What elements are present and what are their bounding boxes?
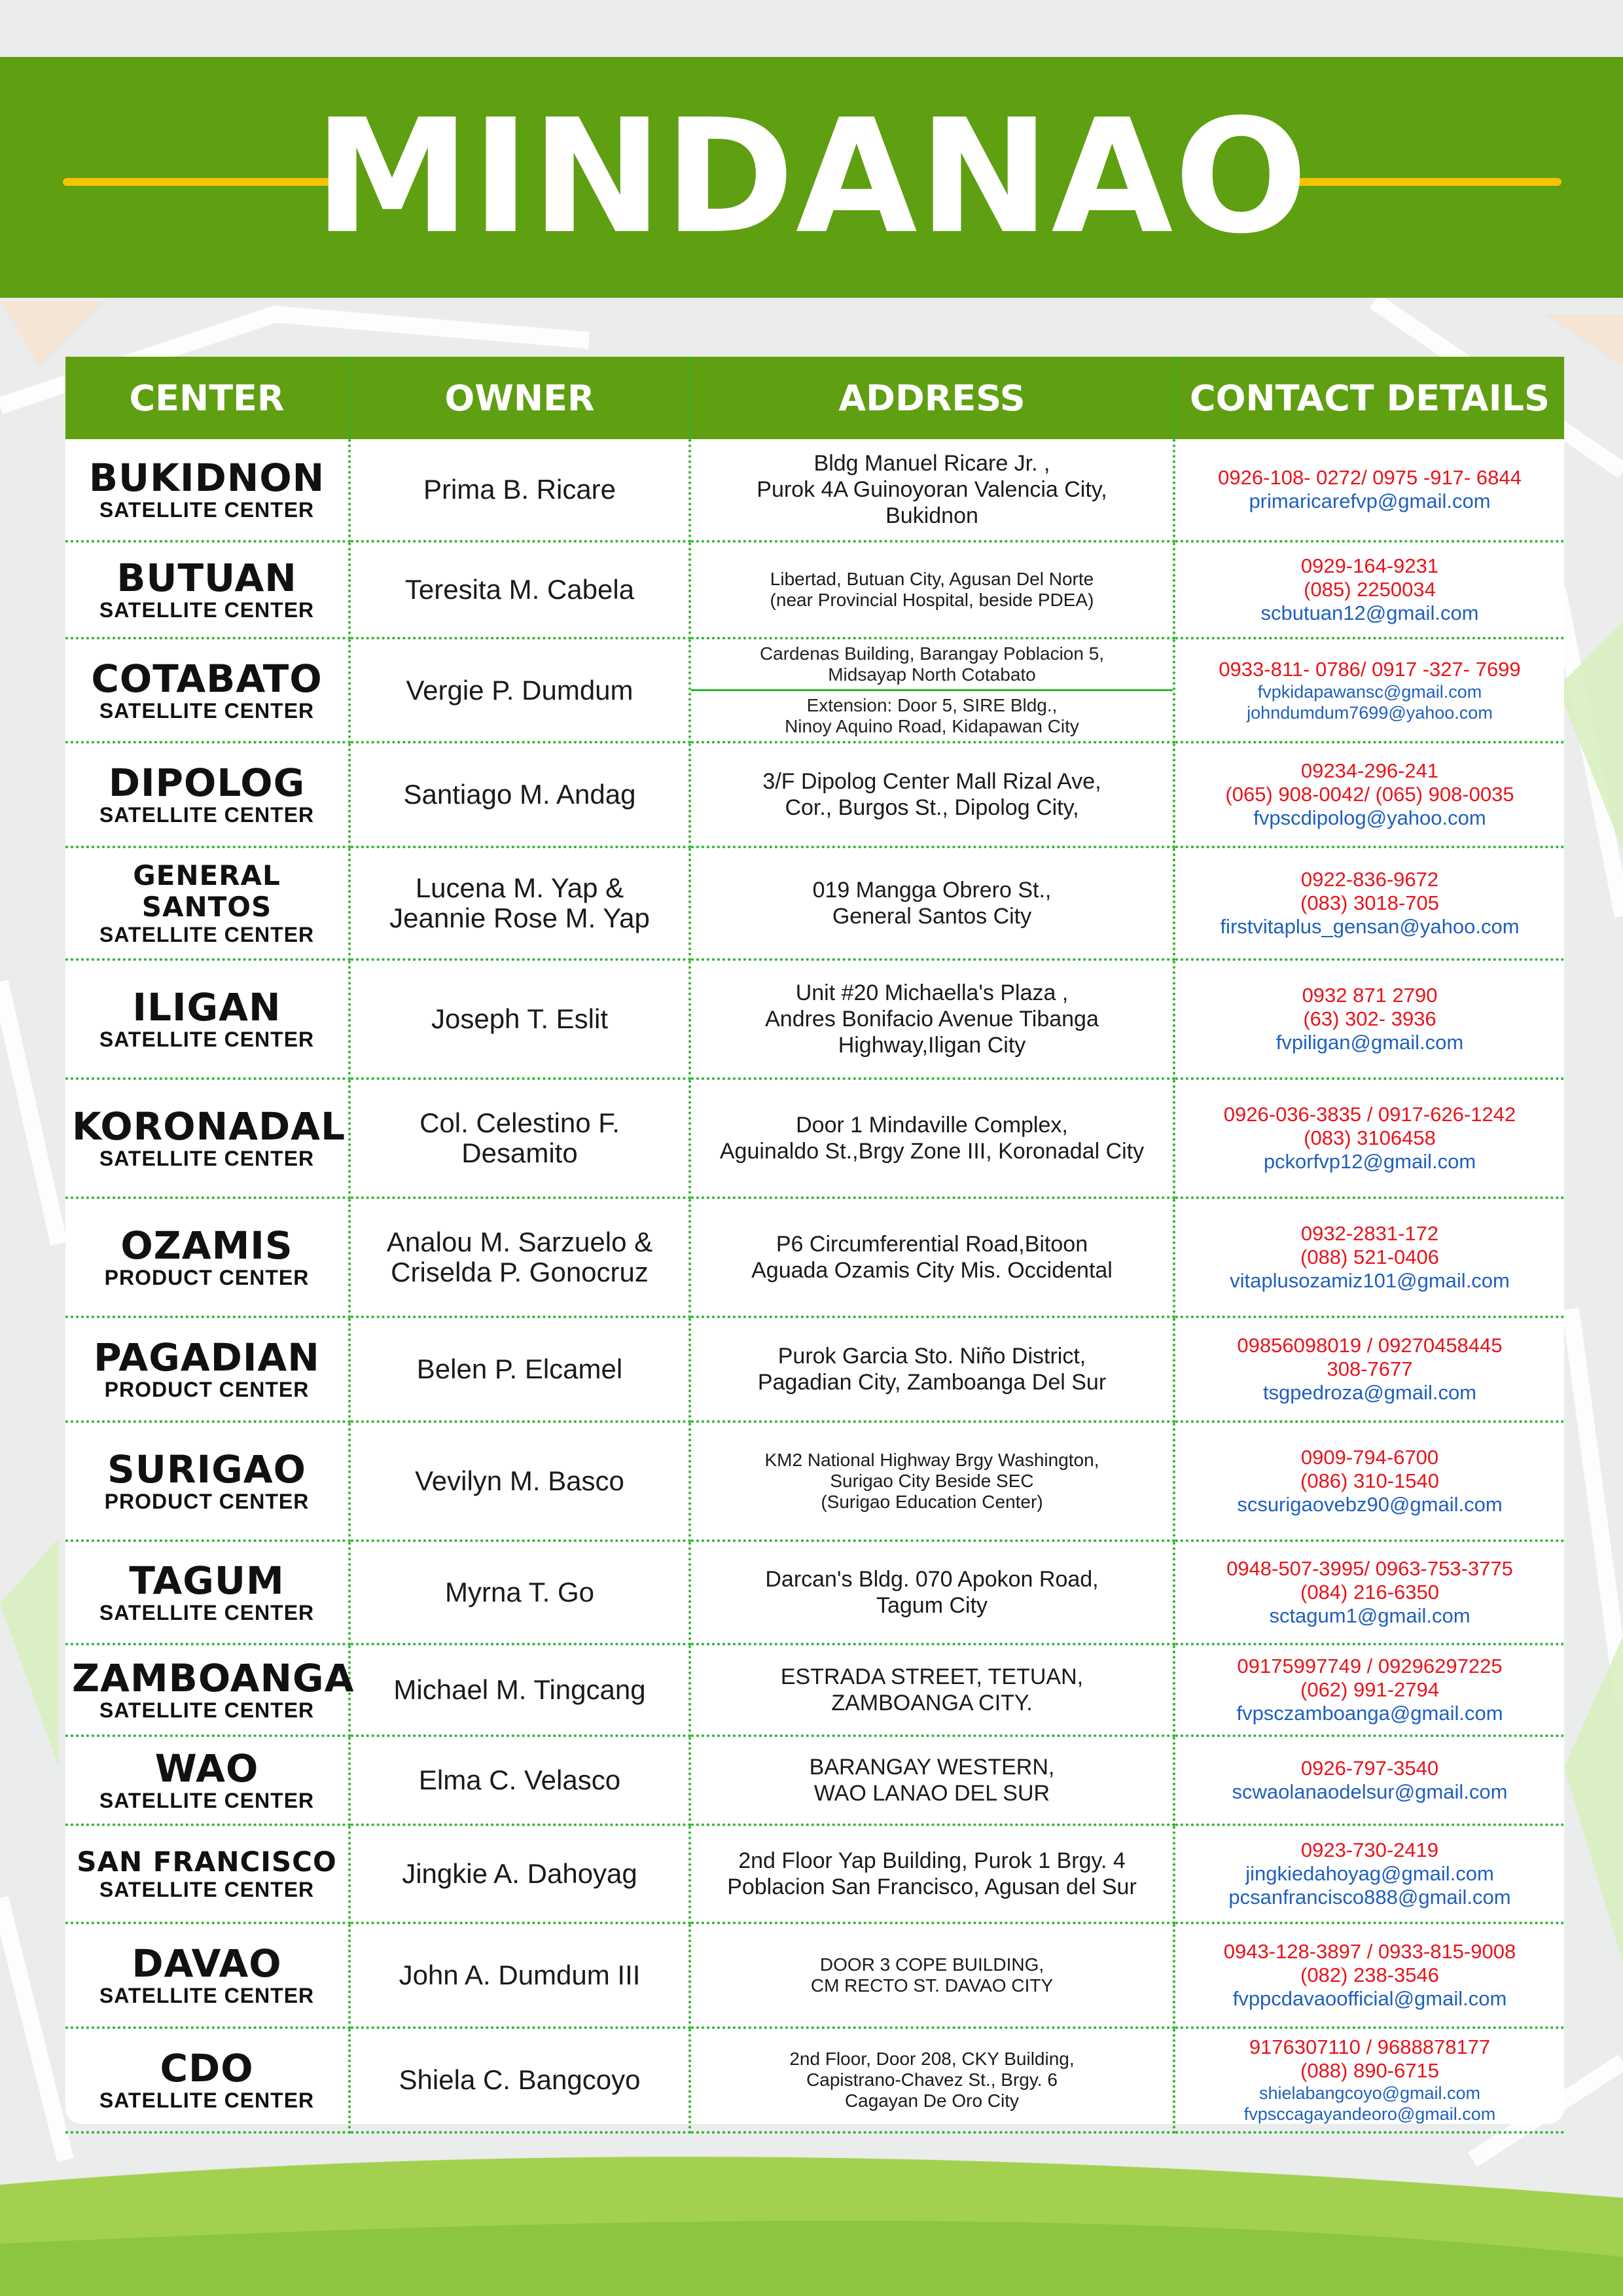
table-row	[65, 960, 1564, 1079]
owner-name: Belen P. Elcamel	[416, 1354, 623, 1384]
address-line: ESTRADA STREET, TETUAN,	[780, 1664, 1084, 1689]
center-name: ZAMBOANGA	[72, 1656, 355, 1700]
center-name: GENERAL SANTOS	[133, 859, 281, 923]
phone-number: (083) 3018-705	[1300, 891, 1439, 914]
contact-cell	[1174, 541, 1564, 638]
email-address[interactable]: fvpsccagayandeoro@gmail.com	[1243, 2104, 1496, 2124]
center-cell	[65, 960, 349, 1079]
address-line: Bukidnon	[885, 503, 978, 528]
owner-name: Myrna T. Go	[445, 1577, 594, 1607]
table-row	[65, 1079, 1564, 1198]
phone-number: 09856098019 / 09270458445	[1237, 1334, 1503, 1357]
address-line: Pagadian City, Zamboanga Del Sur	[757, 1370, 1107, 1395]
center-type: PRODUCT CENTER	[104, 1490, 310, 1513]
owner-name: Criselda P. Gonocruz	[391, 1257, 649, 1287]
center-cell	[65, 1736, 349, 1825]
phone-number: 09175997749 / 09296297225	[1237, 1655, 1503, 1677]
email-address[interactable]: fvpiligan@gmail.com	[1275, 1031, 1464, 1054]
center-name: DAVAO	[132, 1941, 282, 1986]
phone-number: 0926-108- 0272/ 0975 -917- 6844	[1218, 466, 1522, 489]
owner-name: Santiago M. Andag	[403, 779, 636, 810]
address-line: Extension: Door 5, SIRE Bldg.,	[806, 695, 1058, 715]
address-cell	[690, 439, 1174, 541]
phone-number: 0926-036-3835 / 0917-626-1242	[1223, 1103, 1516, 1126]
owner-cell	[349, 1422, 690, 1541]
center-name: TAGUM	[129, 1558, 285, 1603]
center-name: WAO	[154, 1746, 259, 1791]
address-line: Ninoy Aquino Road, Kidapawan City	[785, 716, 1079, 736]
contact-cell	[1174, 1541, 1564, 1644]
center-name: BUKIDNON	[88, 456, 325, 500]
center-type: SATELLITE CENTER	[99, 1698, 315, 1722]
center-cell	[65, 1317, 349, 1422]
address-line: Poblacion San Francisco, Agusan del Sur	[727, 1874, 1137, 1899]
phone-number: (082) 238-3546	[1300, 1964, 1439, 1986]
address-cell	[690, 1825, 1174, 1923]
table-row	[65, 1736, 1564, 1825]
center-cell	[65, 1541, 349, 1644]
center-type: SATELLITE CENTER	[99, 1878, 315, 1901]
owner-cell	[349, 541, 690, 638]
phone-number: 0929-164-9231	[1300, 554, 1439, 577]
address-line: Unit #20 Michaella's Plaza ,	[795, 980, 1069, 1005]
column-header-contact: CONTACT DETAILS	[1174, 357, 1564, 439]
phone-number: (084) 216-6350	[1300, 1581, 1439, 1604]
table-row	[65, 439, 1564, 541]
phone-number: (088) 521-0406	[1300, 1246, 1439, 1268]
phone-number: 0909-794-6700	[1300, 1446, 1439, 1469]
email-address[interactable]: fvpkidapawansc@gmail.com	[1257, 681, 1482, 702]
email-address[interactable]: fvppcdavaoofficial@gmail.com	[1232, 1987, 1507, 2010]
table-row	[65, 1825, 1564, 1923]
email-address[interactable]: tsgpedroza@gmail.com	[1262, 1381, 1477, 1404]
address-line: 019 Mangga Obrero St.,	[812, 878, 1052, 903]
center-name: BUTUAN	[116, 556, 297, 600]
phone-number: 0923-730-2419	[1300, 1839, 1439, 1861]
center-name: DIPOLOG	[108, 761, 306, 805]
phone-number: 0926-797-3540	[1300, 1757, 1439, 1780]
email-address[interactable]: scbutuan12@gmail.com	[1260, 601, 1479, 624]
address-cell	[690, 541, 1174, 638]
address-extension	[691, 691, 1173, 741]
center-cell	[65, 1079, 349, 1198]
address-line: 3/F Dipolog Center Mall Rizal Ave,	[762, 769, 1101, 794]
center-type: PRODUCT CENTER	[104, 1266, 310, 1289]
table-row	[65, 541, 1564, 638]
address-line: Purok Garcia Sto. Niño District,	[777, 1344, 1086, 1369]
center-name: SAN FRANCISCO	[77, 1846, 337, 1878]
address-line: Highway,Iligan City	[838, 1033, 1026, 1058]
address-cell	[690, 847, 1174, 960]
owner-name: Jeannie Rose M. Yap	[389, 903, 650, 933]
email-address[interactable]: sctagum1@gmail.com	[1269, 1604, 1471, 1627]
email-address[interactable]: fvpscdipolog@yahoo.com	[1253, 806, 1486, 829]
contact-cell	[1174, 1317, 1564, 1422]
table-row	[65, 638, 1564, 742]
address-cell	[690, 742, 1174, 847]
owner-name: Vergie P. Dumdum	[406, 674, 633, 706]
table-row	[65, 1644, 1564, 1736]
owner-cell	[349, 1736, 690, 1825]
center-type: SATELLITE CENTER	[99, 923, 315, 946]
address-cell	[690, 1644, 1174, 1736]
contact-cell	[1174, 1644, 1564, 1736]
center-cell	[65, 742, 349, 847]
address-cell	[690, 638, 1174, 742]
address-line: Surigao City Beside SEC	[830, 1471, 1034, 1491]
phone-number: 0943-128-3897 / 0933-815-9008	[1223, 1940, 1516, 1963]
owner-cell	[349, 1317, 690, 1422]
email-address[interactable]: vitaplusozamiz101@gmail.com	[1230, 1269, 1510, 1292]
table-row	[65, 1422, 1564, 1541]
phone-number: 0932-2831-172	[1300, 1222, 1439, 1245]
owner-name: Shiela C. Bangcoyo	[399, 2064, 641, 2095]
address-line: 2nd Floor, Door 208, CKY Building,	[789, 2049, 1075, 2069]
contact-cell	[1174, 847, 1564, 960]
center-type: SATELLITE CENTER	[99, 1984, 315, 2007]
email-address[interactable]: pckorfvp12@gmail.com	[1263, 1150, 1476, 1173]
email-address[interactable]: scwaolanaodelsur@gmail.com	[1232, 1780, 1508, 1803]
address-line: Bldg Manuel Ricare Jr. ,	[813, 451, 1050, 476]
address-line: Door 1 Mindaville Complex,	[796, 1113, 1068, 1138]
phone-number: 0932 871 2790	[1302, 984, 1438, 1007]
center-name: KORONADAL	[72, 1104, 346, 1149]
address-line: Cor., Burgos St., Dipolog City,	[785, 795, 1079, 820]
contact-cell	[1174, 2028, 1564, 2132]
table-header-row	[65, 357, 1564, 439]
address-main	[691, 639, 1173, 691]
owner-cell	[349, 1644, 690, 1736]
center-cell	[65, 1198, 349, 1317]
address-line: Purok 4A Guinoyoran Valencia City,	[757, 477, 1107, 502]
center-cell	[65, 638, 349, 742]
address-cell	[690, 1079, 1174, 1198]
address-line: CM RECTO ST. DAVAO CITY	[810, 1975, 1054, 1996]
address-line: P6 Circumferential Road,Bitoon	[776, 1232, 1088, 1257]
table-row	[65, 742, 1564, 847]
owner-cell	[349, 439, 690, 541]
email-address[interactable]: shielabangcoyo@gmail.com	[1258, 2083, 1481, 2103]
email-address[interactable]: firstvitaplus_gensan@yahoo.com	[1220, 915, 1520, 938]
owner-name: Lucena M. Yap &	[415, 872, 624, 903]
address-line: Capistrano-Chavez St., Brgy. 6	[806, 2070, 1058, 2090]
owner-cell	[349, 2028, 690, 2132]
phone-number: 0922-836-9672	[1300, 868, 1439, 891]
address-line: DOOR 3 COPE BUILDING,	[819, 1954, 1044, 1975]
center-type: SATELLITE CENTER	[99, 803, 315, 827]
phone-number: 09234-296-241	[1300, 759, 1439, 782]
email-address[interactable]: johndumdum7699@yahoo.com	[1247, 702, 1493, 723]
phone-number: 0933-811- 0786/ 0917 -327- 7699	[1219, 657, 1521, 681]
address-line: Midsayap North Cotabato	[828, 664, 1036, 685]
contact-cell	[1174, 638, 1564, 742]
address-line: ZAMBOANGA CITY.	[831, 1691, 1033, 1715]
table-row	[65, 1541, 1564, 1644]
address-line: Aguinaldo St.,Brgy Zone III, Koronadal City	[719, 1139, 1145, 1164]
email-address[interactable]: pcsanfrancisco888@gmail.com	[1228, 1886, 1511, 1909]
column-header-address: ADDRESS	[690, 357, 1174, 439]
center-type: SATELLITE CENTER	[99, 2089, 315, 2112]
owner-cell	[349, 638, 690, 742]
owner-cell	[349, 1079, 690, 1198]
owner-name: Col. Celestino F.	[419, 1107, 620, 1138]
address-line: General Santos City	[832, 904, 1032, 929]
table-row	[65, 1198, 1564, 1317]
address-cell	[690, 2028, 1174, 2132]
center-type: SATELLITE CENTER	[99, 498, 315, 522]
center-cell	[65, 1825, 349, 1923]
owner-cell	[349, 742, 690, 847]
column-header-owner: OWNER	[349, 357, 690, 439]
contact-cell	[1174, 1825, 1564, 1923]
footer-wave	[0, 2145, 1623, 2296]
center-type: SATELLITE CENTER	[99, 598, 315, 622]
center-cell	[65, 1422, 349, 1541]
address-line: Tagum City	[876, 1593, 988, 1618]
phone-number: (088) 890-6715	[1300, 2059, 1439, 2082]
address-cell	[690, 1923, 1174, 2028]
address-cell	[690, 1736, 1174, 1825]
owner-cell	[349, 847, 690, 960]
address-cell	[690, 1422, 1174, 1541]
owner-name: Teresita M. Cabela	[404, 574, 635, 605]
table-row	[65, 1923, 1564, 2028]
phone-number: (083) 3106458	[1304, 1126, 1436, 1149]
contact-cell	[1174, 1736, 1564, 1825]
address-line: (near Provincial Hospital, beside PDEA)	[770, 590, 1094, 610]
address-line: Darcan's Bldg. 070 Apokon Road,	[765, 1567, 1099, 1592]
contact-cell	[1174, 1198, 1564, 1317]
center-type: SATELLITE CENTER	[99, 698, 315, 723]
phone-number: (065) 908-0042/ (065) 908-0035	[1225, 783, 1514, 806]
contact-cell	[1174, 1422, 1564, 1541]
phone-number: 308-7677	[1327, 1357, 1413, 1380]
center-name: OZAMIS	[120, 1223, 293, 1268]
contact-cell	[1174, 439, 1564, 541]
owner-name: Desamito	[461, 1138, 578, 1168]
owner-name: Prima B. Ricare	[423, 474, 616, 505]
phone-number: (085) 2250034	[1304, 578, 1436, 601]
address-cell	[690, 960, 1174, 1079]
owner-name: Joseph T. Eslit	[431, 1003, 609, 1034]
address-line: Libertad, Butuan City, Agusan Del Norte	[770, 569, 1094, 589]
center-directory-table	[65, 357, 1564, 2134]
address-line: WAO LANAO DEL SUR	[813, 1781, 1050, 1806]
phone-number: (63) 302- 3936	[1303, 1007, 1436, 1030]
center-cell	[65, 541, 349, 638]
phone-number: 9176307110 / 9688878177	[1249, 2036, 1491, 2058]
owner-cell	[349, 1825, 690, 1923]
address-cell	[690, 1317, 1174, 1422]
address-line: BARANGAY WESTERN,	[809, 1755, 1055, 1780]
center-cell	[65, 847, 349, 960]
address-line: (Surigao Education Center)	[821, 1492, 1043, 1512]
address-line: Andres Bonifacio Avenue Tibanga	[765, 1007, 1099, 1031]
owner-cell	[349, 1198, 690, 1317]
center-cell	[65, 1644, 355, 1736]
table-row	[65, 1317, 1564, 1422]
owner-name: Elma C. Velasco	[418, 1765, 621, 1795]
center-cell	[65, 1923, 349, 2028]
center-name: ILIGAN	[132, 985, 281, 1030]
page-title: MINDANAO	[313, 85, 1310, 268]
email-address[interactable]: fvpsczamboanga@gmail.com	[1236, 1702, 1503, 1725]
contact-cell	[1174, 742, 1564, 847]
owner-name: Analou M. Sarzuelo &	[386, 1227, 653, 1257]
contact-cell	[1174, 960, 1564, 1079]
phone-number: 0948-507-3995/ 0963-753-3775	[1226, 1557, 1513, 1580]
center-name: CDO	[160, 2046, 254, 2090]
center-type: PRODUCT CENTER	[104, 1378, 310, 1401]
phone-number: (086) 310-1540	[1300, 1469, 1439, 1492]
owner-name: Jingkie A. Dahoyag	[402, 1858, 637, 1889]
address-cell	[690, 1541, 1174, 1644]
email-address[interactable]: jingkiedahoyag@gmail.com	[1245, 1862, 1494, 1885]
center-cell	[65, 2028, 349, 2132]
owner-cell	[349, 1923, 690, 2028]
address-line: 2nd Floor Yap Building, Purok 1 Brgy. 4	[738, 1848, 1126, 1873]
email-address[interactable]: scsurigaovebz90@gmail.com	[1237, 1493, 1503, 1516]
contact-cell	[1174, 1079, 1564, 1198]
table-row	[65, 2028, 1564, 2132]
email-address[interactable]: primaricarefvp@gmail.com	[1249, 490, 1491, 512]
address-line: Cardenas Building, Barangay Poblacion 5,	[759, 643, 1105, 664]
column-header-center: CENTER	[65, 357, 349, 439]
owner-name: Michael M. Tingcang	[393, 1674, 646, 1705]
center-type: SATELLITE CENTER	[99, 1147, 315, 1170]
center-cell	[65, 439, 349, 541]
center-name: SURIGAO	[107, 1447, 306, 1492]
address-cell	[690, 1198, 1174, 1317]
phone-number: (062) 991-2794	[1300, 1678, 1439, 1701]
owner-cell	[349, 960, 690, 1079]
owner-name: Vevilyn M. Basco	[415, 1465, 624, 1496]
center-name: PAGADIAN	[94, 1335, 320, 1380]
center-name: COTABATO	[91, 656, 323, 701]
address-line: Cagayan De Oro City	[844, 2090, 1020, 2111]
owner-name: John A. Dumdum III	[399, 1960, 641, 1990]
owner-cell	[349, 1541, 690, 1644]
table-row	[65, 847, 1564, 960]
address-line: Aguada Ozamis City Mis. Occidental	[751, 1258, 1113, 1283]
center-type: SATELLITE CENTER	[99, 1028, 315, 1051]
center-type: SATELLITE CENTER	[99, 1789, 315, 1812]
contact-cell	[1174, 1923, 1564, 2028]
center-type: SATELLITE CENTER	[99, 1601, 315, 1624]
address-line: KM2 National Highway Brgy Washington,	[764, 1450, 1099, 1470]
